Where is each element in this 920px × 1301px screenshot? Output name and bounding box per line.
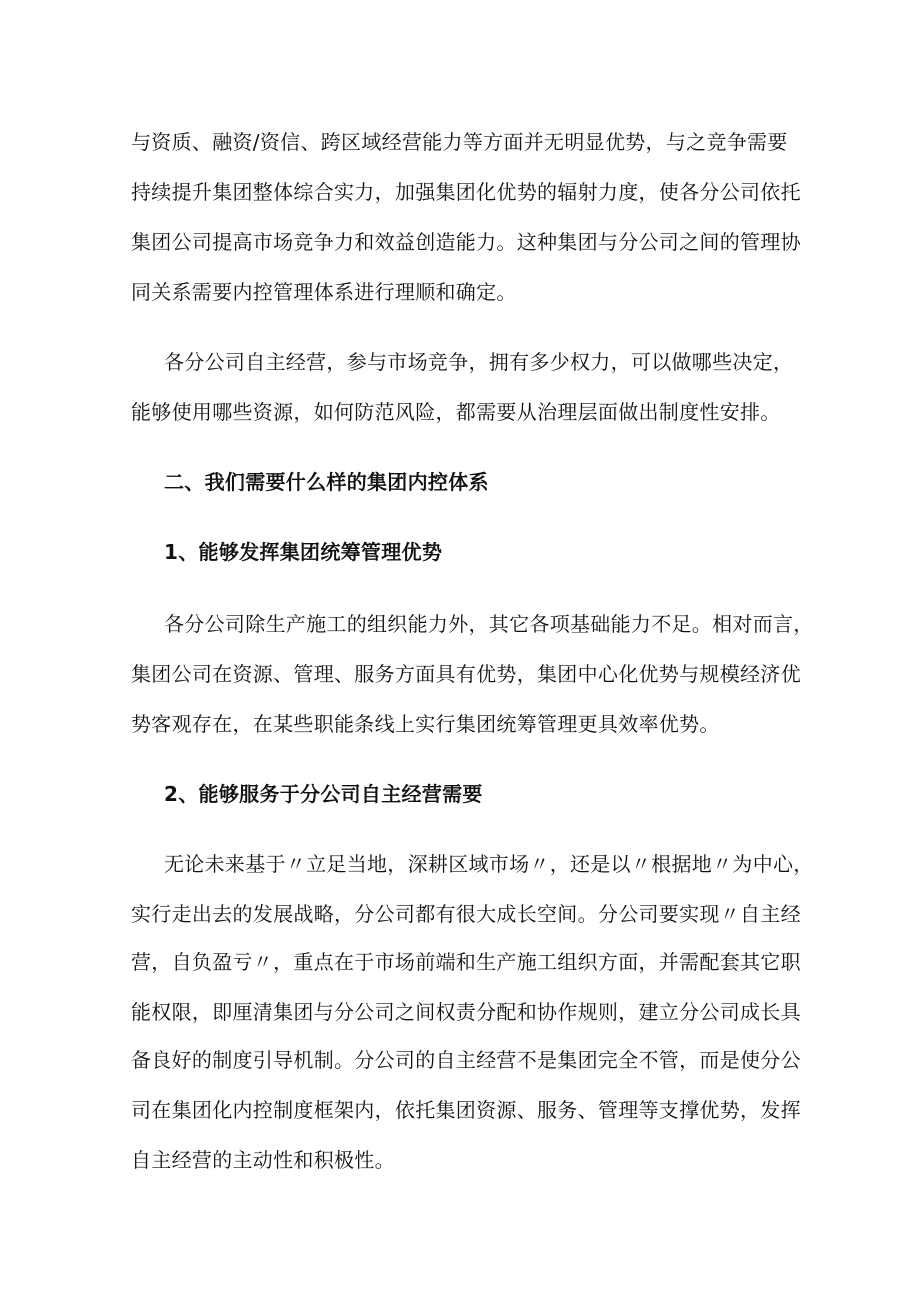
subheading-2: 2、能够服务于分公司自主经营需要 [164, 782, 483, 806]
paragraph-1-line-2: 持续提升集团整体综合实力，加强集团化优势的辐射力度，使各分公司依托 [131, 180, 801, 204]
paragraph-1-line-4: 同关系需要内控管理体系进行理顺和确定。 [131, 280, 517, 304]
paragraph-4-line-4: 能权限，即厘清集团与分公司之间权责分配和协作规则，建立分公司成长具 [131, 1000, 801, 1024]
paragraph-1-line-3: 集团公司提高市场竞争力和效益创造能力。这种集团与分公司之间的管理协 [131, 230, 801, 254]
paragraph-2-line-2: 能够使用哪些资源，如何防范风险，都需要从治理层面做出制度性安排。 [131, 400, 781, 424]
paragraph-2-line-1: 各分公司自主经营，参与市场竞争，拥有多少权力，可以做哪些决定， [164, 350, 794, 374]
paragraph-4-line-3: 营，自负盈亏〃，重点在于市场前端和生产施工组织方面，并需配套其它职 [131, 950, 801, 974]
paragraph-4-line-2: 实行走出去的发展战略，分公司都有很大成长空间。分公司要实现〃自主经 [131, 902, 801, 926]
paragraph-4-line-7: 自主经营的主动性和积极性。 [131, 1148, 395, 1172]
paragraph-3-line-2: 集团公司在资源、管理、服务方面具有优势，集团中心化优势与规模经济优 [131, 662, 801, 686]
paragraph-3-line-1: 各分公司除生产施工的组织能力外，其它各项基础能力不足。相对而言， [164, 612, 814, 636]
section-heading: 二、我们需要什么样的集团内控体系 [164, 470, 489, 494]
paragraph-1-line-1: 与资质、融资/资信、跨区域经营能力等方面并无明显优势，与之竞争需要 [131, 130, 788, 154]
subheading-1: 1、能够发挥集团统筹管理优势 [164, 540, 443, 564]
paragraph-4-line-6: 司在集团化内控制度框架内，依托集团资源、服务、管理等支撑优势，发挥 [131, 1098, 801, 1122]
paragraph-4-line-1: 无论未来基于〃立足当地，深耕区域市场〃，还是以〃根据地〃为中心， [164, 852, 814, 876]
paragraph-4-line-5: 备良好的制度引导机制。分公司的自主经营不是集团完全不管，而是使分公 [131, 1048, 801, 1072]
paragraph-3-line-3: 势客观存在，在某些职能条线上实行集团统筹管理更具效率优势。 [131, 712, 720, 736]
